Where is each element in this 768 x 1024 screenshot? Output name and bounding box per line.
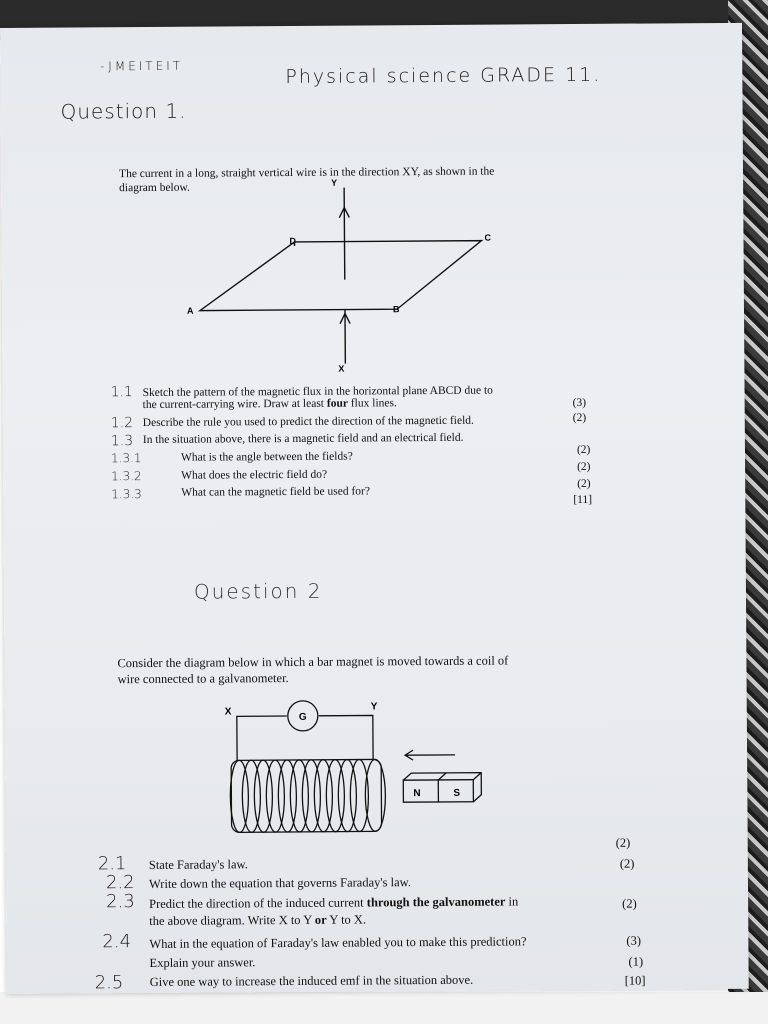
question1-intro-line1: The current in a long, straight vertical wire is in the direction XY, as shown in the [118, 165, 495, 181]
question-item: What is the angle between the fields? [180, 450, 353, 464]
label-a: A [186, 305, 194, 316]
question2-heading: Question 2 [193, 578, 323, 604]
coil-turns [230, 759, 385, 832]
item-number: 1.3.2 [111, 469, 142, 484]
question2-intro-line1: Consider the diagram below in which a bar magnet is moved towards a coil of [117, 653, 509, 671]
item-number: 1.1 [110, 384, 133, 401]
label-n: N [413, 788, 421, 800]
item-mark: (2) [615, 835, 631, 850]
magnet-coil-diagram [215, 696, 506, 843]
label-x: X [224, 706, 232, 718]
label-y: Y [331, 177, 338, 188]
worksheet-paper [0, 23, 749, 994]
wire-right [319, 715, 373, 759]
question2-intro-line2: wire connected to a galvanometer. [117, 671, 289, 687]
plane-abcd [200, 241, 482, 311]
question-item: Write down the equation that governs Faraday's law. [148, 875, 412, 891]
question-item: Give one way to increase the induced emf in the situation above. [149, 972, 474, 989]
item-number: 2.3 [106, 891, 135, 913]
label-y: Y [370, 701, 378, 713]
wire-left [237, 716, 287, 760]
label-c: C [484, 232, 492, 243]
item-mark: (3) [572, 396, 587, 410]
background-bottom [0, 992, 768, 1024]
item-mark: (2) [572, 411, 587, 425]
item-mark: (2) [619, 856, 635, 871]
item-number: 2.2 [105, 872, 135, 894]
label-b: B [392, 304, 400, 315]
question2-intro [117, 652, 587, 687]
question-item: Sketch the pattern of the magnetic flux in the horizontal plane ABCD due to the current-carrying wire. Draw at least four flux lines. [142, 384, 493, 412]
item-number: 2.1 [97, 853, 127, 875]
label-s: S [453, 787, 461, 799]
item-number: 1.3 [110, 433, 134, 450]
question-item: Predict the direction of the induced current through the galvanometer in the above diagram. Write X to Y or Y to X. [149, 894, 519, 928]
item-mark: (2) [576, 443, 591, 456]
question-item: What does the electric field do? [181, 468, 328, 482]
item-number: 1.3.3 [111, 487, 142, 502]
question1-intro-line2: diagram below. [119, 181, 190, 195]
question1-total: [11] [573, 493, 593, 507]
question-item: What in the equation of Faraday's law enabled you to make this prediction? Explain your answer. [149, 934, 527, 970]
question-item: Describe the rule you used to predict the direction of the magnetic field. [142, 414, 474, 430]
question-item: State Faraday's law. [148, 857, 248, 872]
question2-total: [10] [624, 973, 646, 988]
item-number: 2.4 [102, 931, 132, 953]
label-x: X [338, 363, 345, 374]
wire-upper [344, 188, 345, 280]
item-number: 1.2 [110, 415, 134, 432]
question1-heading: Question 1. [60, 98, 187, 124]
wire-plane-diagram [181, 174, 512, 376]
label-g: G [298, 711, 307, 723]
worksheet-title: Physical science GRADE 11. [285, 63, 602, 89]
question-item: In the situation above, there is a magnetic field and an electrical field. [142, 431, 464, 447]
item-mark: (2) [577, 477, 591, 490]
header-scrawl: -JMEITEIT [100, 58, 184, 74]
question-item: What can the magnetic field be used for? [181, 485, 371, 499]
item-number: 1.3.1 [110, 451, 142, 466]
label-d: D [289, 235, 297, 246]
item-mark: (2) [577, 460, 591, 473]
item-number: 2.5 [94, 972, 124, 994]
item-mark: (1) [628, 954, 644, 969]
item-mark: (2) [622, 896, 637, 911]
item-mark: (3) [626, 933, 642, 948]
